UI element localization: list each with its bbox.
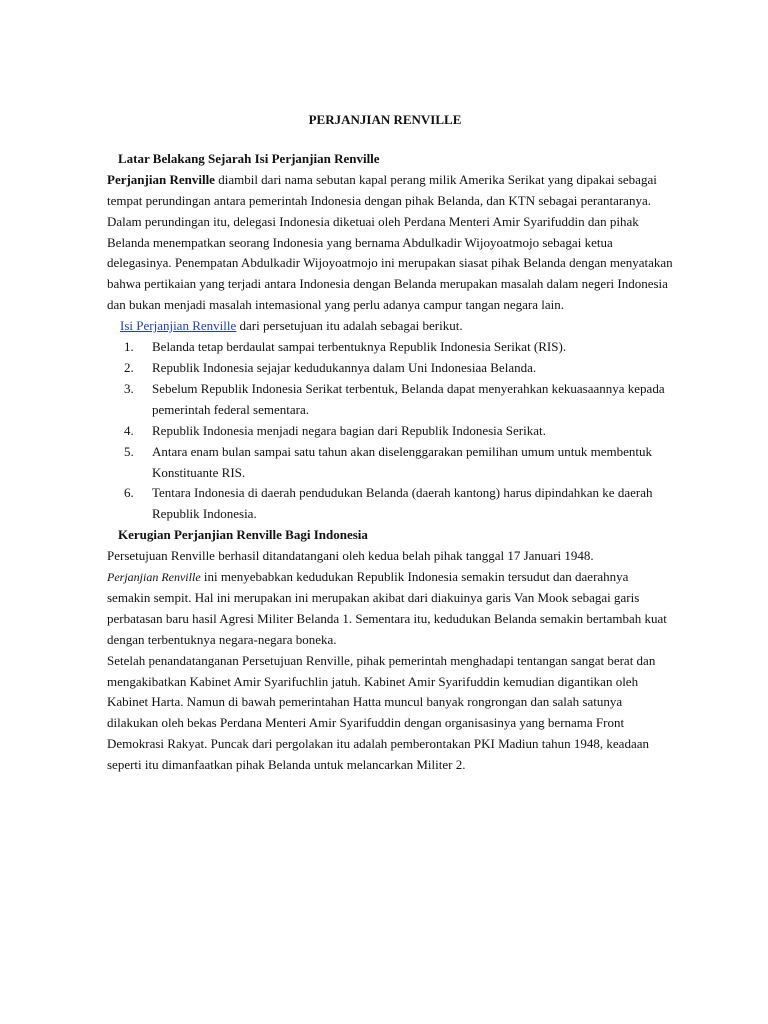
list-item-number: 6. (124, 485, 134, 501)
list-item-text: Tentara Indonesia di daerah pendudukan Belanda (daerah kantong) harus dipindahkan ke daerah Republik Indonesia. (152, 485, 653, 522)
losses-paragraph-2 (107, 567, 673, 651)
list-item-number: 4. (124, 422, 134, 438)
list-item-number: 5. (124, 443, 134, 459)
list-item-number: 3. (124, 380, 134, 396)
background-paragraph (107, 170, 673, 316)
agreement-contents-list (107, 337, 673, 525)
list-item-text: Republik Indonesia sejajar kedudukannya dalam Uni Indonesiaa Belanda. (152, 359, 537, 375)
background-lead-term: Perjanjian Renville (107, 171, 215, 187)
list-item-number: 1. (124, 339, 134, 355)
losses-paragraph-3: Setelah penandatanganan Persetujuan Renville, pihak pemerintah menghadapi tentangan sangat berat dan mengakibatkan Kabinet Amir Syarifuchlin jatuh. Kabinet Amir Syarifuddin kemudian digantikan oleh Kabinet Harta. Namun di bawah pemerintahan Hatta muncul banyak rongrongan dan salah satunya dilakukan oleh bekas Perdana Menteri Amir Syarifuddin dengan organisasinya yang bernama Front Demokrasi Rakyat. Puncak dari pergolakan itu adalah pemberontakan PKI Madiun tahun 1948, keadaan seperti itu dimanfaatkan pihak Belanda untuk melancarkan Militer 2. (107, 652, 656, 773)
list-item-text: Belanda tetap berdaulat sampai terbentuknya Republik Indonesia Serikat (RIS). (152, 339, 567, 355)
page-title: PERJANJIAN RENVILLE (308, 112, 462, 127)
list-item (107, 337, 673, 358)
background-text: diambil dari nama sebutan kapal perang milik Amerika Serikat yang dipakai sebagai tempat perundingan antara pemerintah Indonesia dengan pihak Belanda, dan KTN sebagai perantaranya. Dalam perundingan itu, delegasi Indonesia diketuai oleh Perdana Menteri Amir Syarifuddin dan pihak Belanda menempatkan seorang Indonesia yang bernama Abdulkadir Wijoyoatmojo sebagai ketua delegasinya. Penempatan Abdulkadir Wijoyoatmojo ini merupakan siasat pihak Belanda dengan menyatakan bahwa pertikaian yang terjadi antara Indonesia dengan Belanda merupakan masalah dalam negeri Indonesia dan bukan menjadi masalah intemasional yang perlu adanya campur tangan negara lain. (107, 171, 673, 313)
list-item-text: Republik Indonesia menjadi negara bagian dari Republik Indonesia Serikat. (152, 422, 546, 438)
list-intro (107, 316, 673, 337)
document-body (107, 110, 673, 776)
section-heading-background: Latar Belakang Sejarah Isi Perjanjian Renville (118, 150, 380, 166)
losses-paragraph-2-text: ini menyebabkan kedudukan Republik Indonesia semakin tersudut dan daerahnya semakin sempit. Hal ini merupakan ini merupakan akibat dari diakuinya garis Van Mook sebagai garis perbatasan baru hasil Agresi Militer Belanda 1. Sementara itu, kedudukan Belanda semakin bertambah kuat dengan terbentuknya negara-negara boneka. (107, 569, 667, 647)
list-item (107, 483, 673, 525)
list-item (107, 379, 673, 421)
losses-lead-term: Perjanjian Renville (107, 570, 201, 585)
list-item (107, 358, 673, 379)
losses-paragraph-1: Persetujuan Renville berhasil ditandatangani oleh kedua belah pihak tanggal 17 Januari 1948. (107, 548, 594, 564)
section-heading-losses: Kerugian Perjanjian Renville Bagi Indonesia (118, 527, 368, 543)
list-item-text: Antara enam bulan sampai satu tahun akan diselenggarakan pemilihan umum untuk membentuk Konstituante RIS. (152, 443, 652, 480)
list-item-text: Sebelum Republik Indonesia Serikat terbentuk, Belanda dapat menyerahkan kekuasaannya kepada pemerintah federal sementara. (152, 380, 665, 417)
isi-perjanjian-link[interactable]: Isi Perjanjian Renville (120, 318, 237, 334)
list-item (107, 421, 673, 442)
list-item-number: 2. (124, 359, 134, 375)
list-intro-text: dari persetujuan itu adalah sebagai berikut. (236, 318, 463, 334)
list-item (107, 442, 673, 484)
